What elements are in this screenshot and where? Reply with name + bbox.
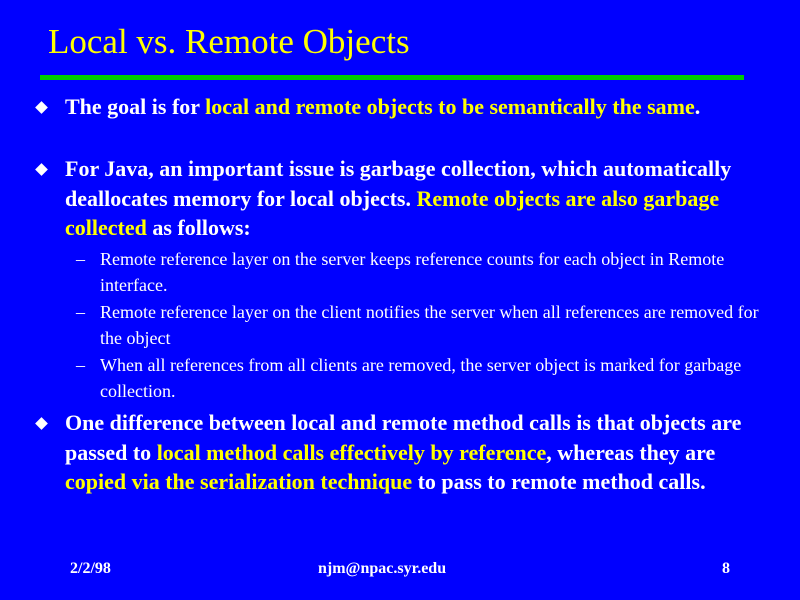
footer-page-number: 8 <box>722 560 730 577</box>
bullet-1-text: The goal is for local and remote objects to be semantically the same. <box>65 94 701 119</box>
sub-bullet-1-text: Remote reference layer on the server keeps reference counts for each object in Remote interface. <box>100 249 725 295</box>
dash-bullet-icon: – <box>76 355 85 375</box>
sub-bullet-2-text: Remote reference layer on the client notifies the server when all references are removed for the object <box>100 302 759 348</box>
footer-date: 2/2/98 <box>70 560 111 577</box>
footer-email: njm@npac.syr.edu <box>318 560 447 577</box>
diamond-bullet-icon <box>35 163 48 176</box>
title-rule <box>40 75 744 80</box>
bullet-2-text: For Java, an important issue is garbage collection, which automatically deallocates memory for local objects. Remote objects are also garbage collected as follows: <box>65 156 732 240</box>
bullet-3-text: One difference between local and remote method calls is that objects are passed to local method calls effectively by reference, whereas they are copied via the serialization technique to pass to remote method calls. <box>65 410 742 494</box>
dash-bullet-icon: – <box>76 302 85 322</box>
slide-title: Local vs. Remote Objects <box>48 22 410 61</box>
sub-bullet-3-text: When all references from all clients are removed, the server object is marked for garbage collection. <box>100 355 742 401</box>
dash-bullet-icon: – <box>76 249 85 269</box>
diamond-bullet-icon <box>35 101 48 114</box>
diamond-bullet-icon <box>35 417 48 430</box>
